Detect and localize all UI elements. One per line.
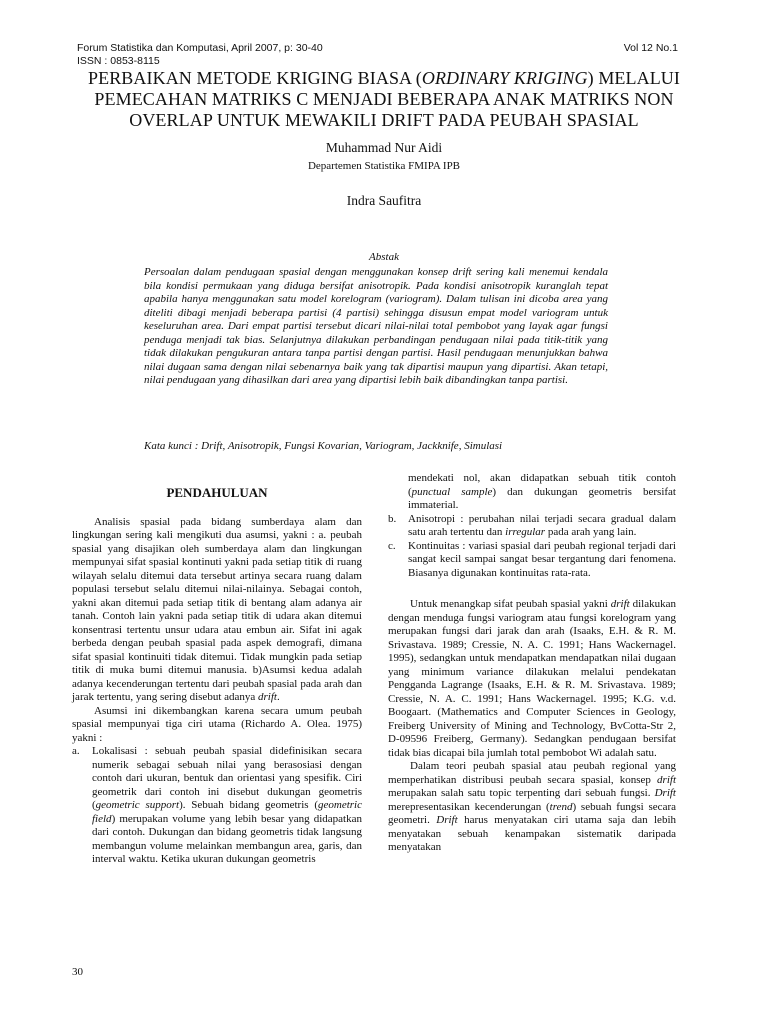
paragraph-4: Dalam teori peubah spasial atau peubah regional yang memperhatikan distribusi peubah secara spasial, konsep drift merupakan salah satu topic terpenting dari sebuah fungsi. Drift merepresentasikan kecenderungan (trend) sebuah fungsi secara geometri. Drift harus menyatakan ciri utama saja dan lebih menyatakan sebuah kenampakan sistematik daripada menyatakan (388, 760, 676, 853)
abstract-heading: Abstak (369, 251, 399, 263)
list-item-text: Lokalisasi : sebuah peubah spasial didefinisikan secara numerik sebagai sebuah nilai yang berasosiasi dengan contoh dari ukuran, bentuk dan orientasi yang spesifik. Ciri geometrik dari contoh ini disebut dukungan geometris (geometric support). Sebuah bidang geometris (geometric field) merupakan volume yang lebih besar yang didapatkan dari contoh. Dukungan dan bidang geometris tidak langsung membangun volume melainkan membangun area, garis, dan interval waktu. Ketika ukuran dukungan geometris (92, 745, 362, 865)
list-item-a (72, 745, 362, 867)
left-column (72, 486, 362, 867)
list-item-b (388, 513, 676, 540)
right-column (388, 472, 676, 855)
list-item-text: Anisotropi : perubahan nilai terjadi secara gradual dalam satu arah tertentu dan irregular pada arah yang lain. (408, 512, 676, 538)
running-header (77, 42, 678, 68)
title-line-3: OVERLAP UNTUK MEWAKILI DRIFT PADA PEUBAH SPASIAL (129, 110, 639, 130)
title-line-2: PEMECAHAN MATRIKS C MENJADI BEBERAPA ANAK MATRIKS NON (94, 89, 674, 109)
list-item-c (388, 540, 676, 581)
paragraph-2: Asumsi ini dikembangkan karena secara umum peubah spasial mempunyai tiga ciri utama (Richardo A. Olea. 1975) yakni : (72, 704, 362, 744)
list-marker: a. (72, 745, 80, 757)
journal-citation: Forum Statistika dan Komputasi, April 2007, p: 30-40 (77, 42, 323, 54)
list-item-a-continued (388, 472, 676, 513)
list-item-text: Kontinuitas : variasi spasial dari peubah regional terjadi dari sangat kecil sampai sangat besar tergantung dari fenomena. Biasanya digunakan kontinuitas rata-rata. (408, 539, 676, 579)
list-marker: b. (388, 512, 397, 525)
author-2: Indra Saufitra (346, 193, 422, 208)
keywords: Kata kunci : Drift, Anisotropik, Fungsi Kovarian, Variogram, Jackknife, Simulasi (144, 440, 503, 452)
title-line-1: PERBAIKAN METODE KRIGING BIASA (ORDINARY KRIGING) MELALUI (87, 68, 681, 88)
paragraph-3: Untuk menangkap sifat peubah spasial yakni drift dilakukan dengan menduga fungsi variogram atau fungsi korelogram yang merupakan fungsi dari jarak dan arah (Isaaks, E.H. & R. M. Srivastava. 1989; Cressie, N. A. C. 1991; Hans Wackernagel. 1995), sedangkan untuk mendapatkan mendapatkan nilai dugaan yang minimum variance dilakukan melalui pendekatan Pengganda Lagrange (Isaaks, E.H. & R. M. Srivastava. 1989; Cressie, N. A. C. 1991; Hans Wackernagel. 1995; K.G. v.d. Boogaart. (Mathematics and Computer Sciences in Geology, Freiberg University of Mining and Technology, BvCotta-Str 2, D-09596 Freiberg, Germany). Sedangkan pendugaan bersifat tidak bias dicapai bila jumlah total pembobot Wi adalah satu. (388, 598, 676, 759)
issn: ISSN : 0853-8115 (77, 55, 160, 67)
author-affiliation: Departemen Statistika FMIPA IPB (307, 160, 461, 172)
section-heading: PENDAHULUAN (166, 485, 268, 500)
list-item-text: mendekati nol, akan didapatkan sebuah titik contoh (punctual sample) dan dukungan geometris bersifat immaterial. (408, 472, 676, 511)
paragraph-1: Analisis spasial pada bidang sumberdaya alam dan lingkungan sering kali mengikuti dua asumsi, yakni : a. peubah spasial yang disajikan oleh sumberdaya alam dan lingkungan mempunyai sifat spasial kontinuti yakni pada setiap titik di ruang wilayah selalu ditemui data tersebut artinya secara ruang dalam populasi tersebut selalu ditemui nilai-nilainya. Sebagai contoh, yakni akan ditemui pada setiap titik di bentang alam adanya air tanah. Contoh lain yakni pada setiap titik di udara akan ditemui konsentrasi tertentu unsur udara atau embun air. Sifat ini agak berbeda dengan peubah spasial pada aspek demografi, dimana sifat spasial kontinuiti tidak ditemui. Tidak mungkin pada setiap titik di muka bumi ditemui manusia. b)Asumsi kedua adalah adanya kecenderungan tertentu dari peubah spasial pada arah dan jarak tertentu, yang sering disebut adanya drift. (72, 515, 362, 703)
paper-title (60, 68, 708, 131)
list-marker: c. (388, 539, 396, 552)
title-italic: ORDINARY KRIGING (421, 68, 588, 88)
abstract-text: Persoalan dalam pendugaan spasial dengan menggunakan konsep drift sering kali menemui kendala bila kondisi permukaan yang diduga bersifat anisotropik. Pada kondisi anisotropik kuranglah tepat apabila hanya menggunakan satu model korelogram (variogram). Dalam tulisan ini dicoba area yang diteliti dibagi menjadi beberapa partisi (4 partisi) sehingga disusun empat model variogram untuk keseluruhan area. Dari empat partisi tersebut dicari nilai-nilai total pembobot yang layak agar fungsi penduga menjadi tak bias. Selanjutnya dilakukan perbandingan pendugaan nilai pada titik-titik yang tidak dilakukan pengukuran antara tanpa partisi dengan partisi. Hasil pendugaan menunjukkan bahwa nilai dugaan sama dengan nilai sebenarnya baik yang tak dipartisi maupun yang dipartisi. Akan tetapi, nilai pendugaan yang dihasilkan dari area yang dipartisi lebih baik dibandingkan tanpa partisi. (144, 266, 608, 386)
volume-number: Vol 12 No.1 (623, 42, 678, 54)
page-number: 30 (72, 966, 83, 978)
author-1: Muhammad Nur Aidi (325, 140, 443, 155)
